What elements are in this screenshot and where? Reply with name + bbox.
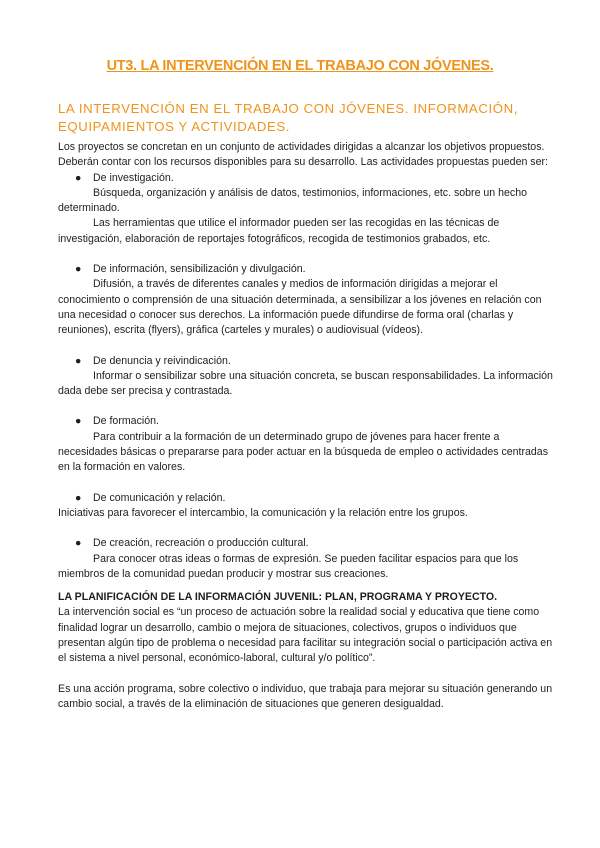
list-item-text: Para contribuir a la formación de un determinado grupo de jóvenes para hacer frente a necesidades básicas o prepararse para poder actuar en la búsqueda de empleo o actividades centradas en la formación en valores. xyxy=(58,430,548,474)
list-item-heading: De creación, recreación o producción cultural. xyxy=(93,537,309,550)
list-item-text: Informar o sensibilizar sobre una situación concreta, se buscan responsabilidades. La información dada debe ser precisa y contrastada. xyxy=(58,369,553,398)
section-subtitle: LA INTERVENCIÓN EN EL TRABAJO CON JÓVENES. INFORMACIÓN, EQUIPAMIENTOS Y ACTIVIDADES. xyxy=(58,101,518,134)
intro-paragraph: Deberán contar con los recursos disponibles para su desarrollo. Las actividades propuestas pueden ser: xyxy=(58,156,548,169)
list-item-denuncia xyxy=(58,354,558,369)
list-item-text: Las herramientas que utilice el informador pueden ser las recogidas en las técnicas de investigación, elaboración de reportajes fotográficos, recogida de testimonios grabados, etc. xyxy=(58,217,500,245)
list-item-heading: De denuncia y reivindicación. xyxy=(93,354,231,367)
list-item-text: Difusión, a través de diferentes canales y medios de información dirigidas a mejorar el conocimiento o comprensión de una situación determinada, a sensibilizar a los jóvenes en relación con una necesidad o conocer sus derechos. La información puede difundirse de forma oral (charlas y reuniones), escrita (flyers), gráfica (carteles y murales) o audiovisual (vídeos). xyxy=(58,278,542,337)
planning-paragraph: La intervención social es “un proceso de actuación sobre la realidad social y educativa que tiene como finalidad lograr un desarrollo, cambio o mejora de situaciones, colectivos, grupos o individuos que presentan algún tipo de problema o necesidad para facilitar su integración social o participación activa en el sistema a nivel personal, económico-laboral, cultural y/o político”. xyxy=(58,606,553,665)
list-item-investigacion xyxy=(58,171,558,186)
list-item-informacion xyxy=(58,262,558,277)
document-body xyxy=(58,140,558,712)
list-item-heading: De información, sensibilización y divulgación. xyxy=(93,263,306,276)
bullet-icon: ● xyxy=(75,171,82,184)
planning-paragraph: Es una acción programa, sobre colectivo o individuo, que trabaja para mejorar su situación generando un cambio social, a través de la eliminación de situaciones que generen desigualdad. xyxy=(58,682,553,710)
list-item-comunicacion xyxy=(58,491,558,506)
list-item-text: Para conocer otras ideas o formas de expresión. Se pueden facilitar espacios para que los miembros de la comunidad puedan producir y mostrar sus creaciones. xyxy=(58,552,519,580)
bullet-icon: ● xyxy=(75,263,82,276)
list-item-heading: De formación. xyxy=(93,415,159,428)
planning-heading: LA PLANIFICACIÓN DE LA INFORMACIÓN JUVENIL: PLAN, PROGRAMA Y PROYECTO. xyxy=(58,591,498,604)
list-item-heading: De comunicación y relación. xyxy=(93,491,226,504)
bullet-icon: ● xyxy=(75,537,82,550)
list-item-heading: De investigación. xyxy=(93,171,174,184)
list-item-text: Iniciativas para favorecer el intercambio, la comunicación y la relación entre los grupos. xyxy=(58,506,468,519)
bullet-icon: ● xyxy=(75,491,82,504)
bullet-icon: ● xyxy=(75,415,82,428)
list-item-text: Búsqueda, organización y análisis de datos, testimonios, informaciones, etc. sobre un hecho determinado. xyxy=(58,186,528,215)
list-item-formacion xyxy=(58,414,558,429)
document-title: UT3. LA INTERVENCIÓN EN EL TRABAJO CON JÓVENES. xyxy=(106,58,494,74)
bullet-icon: ● xyxy=(75,354,82,367)
intro-paragraph: Los proyectos se concretan en un conjunto de actividades dirigidas a alcanzar los objetivos propuestos. xyxy=(58,141,545,153)
list-item-creacion xyxy=(58,536,558,551)
